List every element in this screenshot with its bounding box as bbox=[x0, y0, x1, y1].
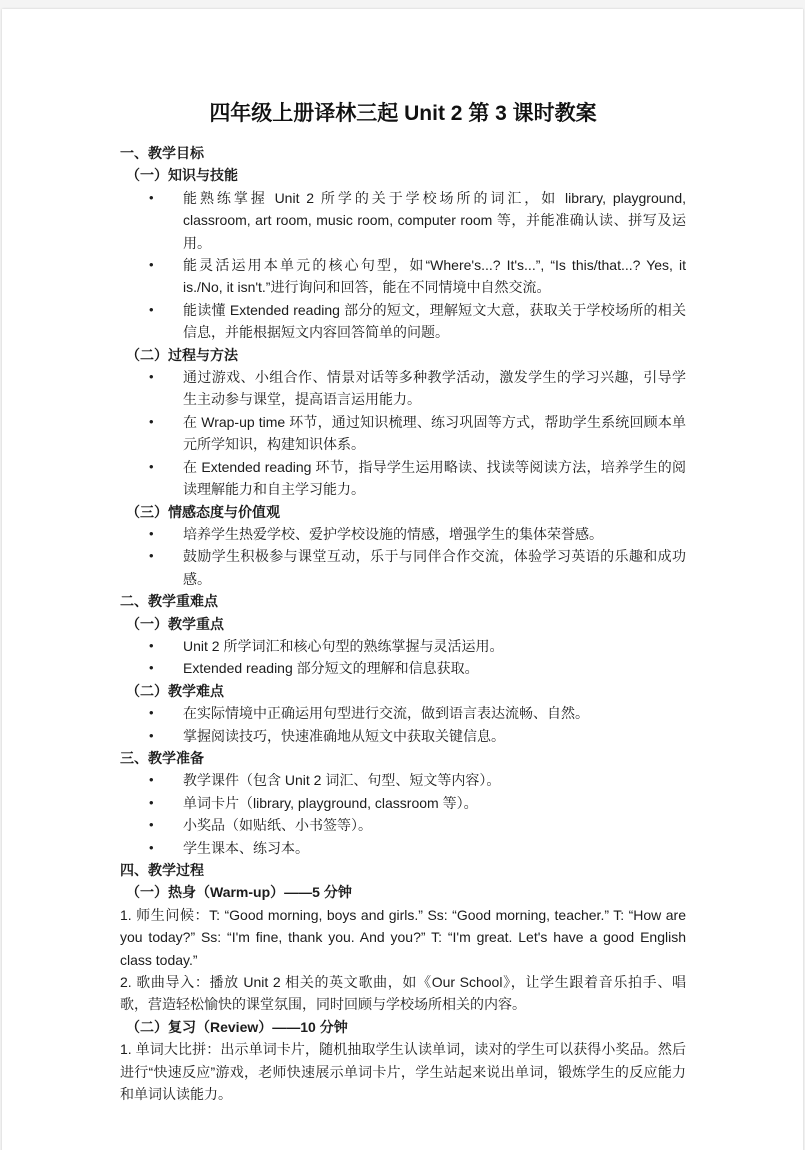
page-title: 四年级上册译林三起 Unit 2 第 3 课时教案 bbox=[209, 102, 597, 125]
bullet-text: 鼓励学生积极参与课堂互动，乐于与同伴合作交流，体验学习英语的乐趣和成功感。 bbox=[183, 548, 686, 587]
bullet-item bbox=[120, 702, 686, 724]
bullet-icon: • bbox=[149, 301, 154, 317]
bullet-item bbox=[120, 769, 686, 791]
subsection-heading: （二）过程与方法 bbox=[126, 346, 238, 363]
bullet-item bbox=[120, 657, 686, 679]
section-heading: 二、教学重难点 bbox=[120, 593, 218, 610]
subsection-heading: （一）知识与技能 bbox=[126, 167, 238, 184]
document-body bbox=[120, 142, 686, 1105]
bullet-icon: • bbox=[149, 817, 154, 833]
subsection-heading: （二）教学难点 bbox=[126, 682, 224, 699]
bullet-icon: • bbox=[149, 257, 154, 273]
section-heading: 一、教学目标 bbox=[120, 145, 204, 161]
bullet-text: 在 Wrap-up time 环节，通过知识梳理、练习巩固等方式，帮助学生系统回顾本单元所学知识，构建知识体系。 bbox=[183, 413, 686, 453]
bullet-item bbox=[120, 456, 686, 501]
bullet-icon: • bbox=[149, 660, 154, 676]
subsection-heading: （二）复习（Review）——10 分钟 bbox=[126, 1018, 348, 1035]
bullet-text: 通过游戏、小组合作、情景对话等多种教学活动，激发学生的学习兴趣，引导学生主动参与课堂，提高语言运用能力。 bbox=[183, 369, 686, 408]
bullet-icon: • bbox=[149, 413, 154, 429]
bullet-text: 在实际情境中正确运用句型进行交流，做到语言表达流畅、自然。 bbox=[183, 705, 589, 722]
bullet-item bbox=[120, 366, 686, 411]
bullet-text: 能读懂 Extended reading 部分的短文，理解短文大意，获取关于学校场所的相关信息，并能根据短文内容回答简单的问题。 bbox=[183, 301, 686, 341]
bullet-icon: • bbox=[149, 727, 154, 743]
bullet-text: Unit 2 所学词汇和核心句型的熟练掌握与灵活运用。 bbox=[183, 637, 504, 654]
bullet-icon: • bbox=[149, 369, 154, 385]
bullet-text: 培养学生热爱学校、爱护学校设施的情感，增强学生的集体荣誉感。 bbox=[183, 525, 603, 542]
section-heading: 四、教学过程 bbox=[120, 862, 204, 878]
paragraph: 1. 师生问候：T: “Good morning, boys and girls.” Ss: “Good morning, teacher.” T: “How are you today?” Ss: “I'm fine, thank you. And you?” T: “I'm great. Let's have a good English class today.” bbox=[120, 906, 686, 968]
bullet-icon: • bbox=[149, 458, 154, 474]
bullet-item bbox=[120, 523, 686, 545]
subsection-heading: （一）热身（Warm-up）——5 分钟 bbox=[126, 884, 352, 901]
bullet-icon: • bbox=[149, 525, 154, 541]
document-page bbox=[2, 9, 803, 1150]
subsection-heading: （一）教学重点 bbox=[126, 615, 224, 632]
bullet-text: 小奖品（如贴纸、小书签等）。 bbox=[183, 817, 372, 834]
bullet-text: 掌握阅读技巧，快速准确地从短文中获取关键信息。 bbox=[183, 727, 505, 744]
bullet-item bbox=[120, 545, 686, 590]
subsection-heading: （三）情感态度与价值观 bbox=[126, 503, 280, 520]
bullet-item bbox=[120, 792, 686, 814]
paragraph: 1. 单词大比拼：出示单词卡片，随机抽取学生认读单词，读对的学生可以获得小奖品。然后进行“快速反应”游戏，老师快速展示单词卡片，学生站起来说出单词，锻炼学生的反应能力和单词认读能力。 bbox=[120, 1041, 686, 1103]
bullet-icon: • bbox=[149, 839, 154, 855]
bullet-text: 学生课本、练习本。 bbox=[183, 839, 309, 856]
bullet-item bbox=[120, 635, 686, 657]
bullet-text: Extended reading 部分短文的理解和信息获取。 bbox=[183, 660, 479, 677]
bullet-text: 能熟练掌握 Unit 2 所学的关于学校场所的词汇，如 library, playground, classroom, art room, music room, computer room 等，并能准确认读、拼写及运用。 bbox=[183, 189, 686, 251]
bullet-text: 在 Extended reading 环节，指导学生运用略读、找读等阅读方法，培养学生的阅读理解能力和自主学习能力。 bbox=[183, 458, 686, 498]
bullet-text: 单词卡片（library, playground, classroom 等）。 bbox=[183, 794, 478, 811]
bullet-icon: • bbox=[149, 637, 154, 653]
bullet-item bbox=[120, 299, 686, 344]
section-heading: 三、教学准备 bbox=[120, 749, 204, 766]
bullet-item bbox=[120, 814, 686, 836]
bullet-icon: • bbox=[149, 705, 154, 721]
bullet-item bbox=[120, 837, 686, 859]
bullet-icon: • bbox=[149, 772, 154, 788]
bullet-text: 教学课件（包含 Unit 2 词汇、句型、短文等内容）。 bbox=[183, 772, 501, 789]
bullet-item bbox=[120, 187, 686, 254]
bullet-icon: • bbox=[149, 794, 154, 810]
paragraph: 2. 歌曲导入：播放 Unit 2 相关的英文歌曲，如《Our School》，让学生跟着音乐拍手、唱歌，营造轻松愉快的课堂氛围，同时回顾与学校场所相关的内容。 bbox=[120, 974, 686, 1013]
bullet-icon: • bbox=[149, 548, 154, 564]
bullet-icon: • bbox=[149, 189, 154, 205]
bullet-item bbox=[120, 725, 686, 747]
bullet-text: 能灵活运用本单元的核心句型，如“Where's...? It's...”, “Is this/that...? Yes, it is./No, it isn't.”进行询问和回答，能在不同情境中自然交流。 bbox=[183, 257, 686, 296]
bullet-item bbox=[120, 254, 686, 299]
bullet-item bbox=[120, 411, 686, 456]
